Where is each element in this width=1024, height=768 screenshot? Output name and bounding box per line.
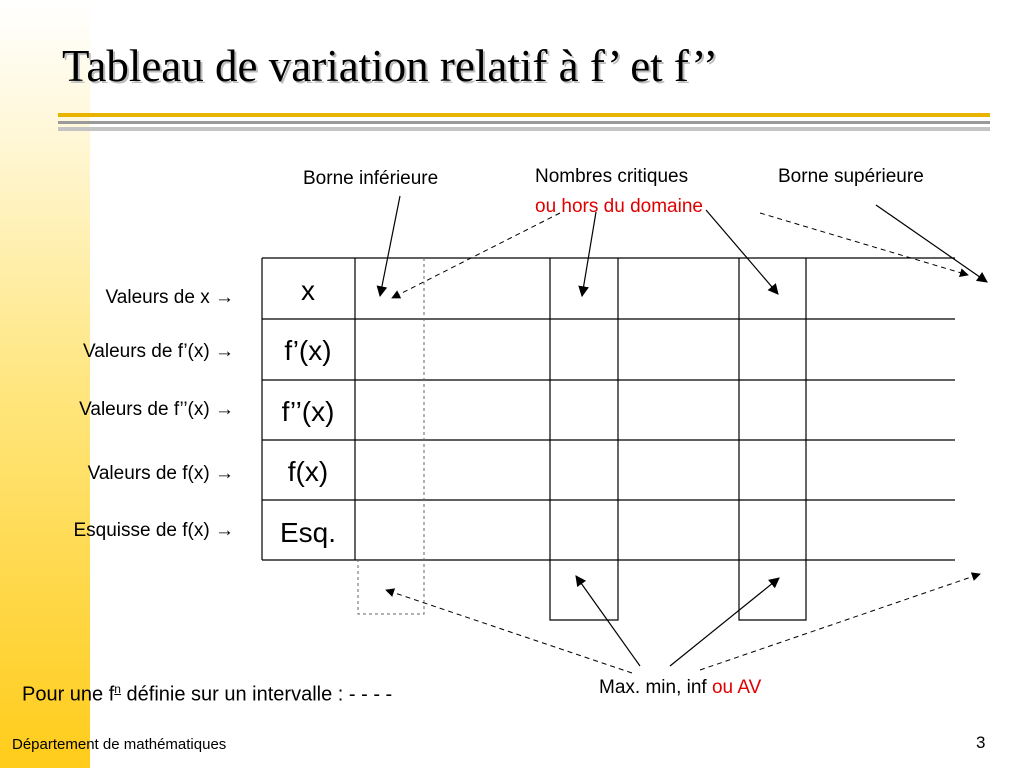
cell-f: f(x) [287,456,329,487]
arrow-icon: → [215,341,234,362]
page-number: 3 [976,733,986,752]
cell-x: x [301,275,315,306]
arrow-critique-1 [582,212,596,296]
note-suffix: définie sur un intervalle : - - - - [120,683,393,706]
row-label-text: Valeurs de x [105,287,210,308]
page-title: Tableau de variation relatif à f’ et f’’ [62,41,719,91]
note-sup: n [114,682,121,696]
dashed-arrow-right [760,213,968,275]
arrow-icon: → [215,463,234,484]
footer-department: Département de mathématiques [12,736,227,753]
arrow-max-min-2 [670,578,779,666]
label-max-min [599,673,761,702]
max-min-text: Max. min, inf [599,677,707,698]
row-label-x [106,286,234,310]
dashed-arrow-left [392,213,560,298]
table-grid [262,258,955,620]
solid-arrows [380,196,987,666]
cell-fsecond: f’’(x) [281,396,335,427]
arrow-icon: → [215,520,234,541]
arrow-icon: → [215,287,234,308]
arrow-icon: → [215,399,234,420]
label-hors-domaine: ou hors du domaine [535,196,703,217]
arrow-critique-2 [706,210,778,294]
dashed-arrows [386,213,980,673]
row-label-fprime [83,340,234,364]
cell-esq: Esq. [279,517,337,548]
cell-fprime: f’(x) [284,335,332,366]
row-label-fsecond [79,398,234,422]
arrow-borne-sup [876,205,987,282]
row-label-text: Valeurs de f’(x) [83,341,210,362]
arrow-borne-inf [380,196,400,296]
label-nombres-critiques: Nombres critiques [535,166,689,187]
interval-note [22,682,392,707]
note-prefix: Pour une f [22,683,115,706]
critical-column-2 [739,258,806,620]
dashed-arrow-bottom-right [700,574,980,670]
row-label-text: Esquisse de f(x) [73,520,210,541]
max-min-av: ou AV [711,677,762,698]
row-label-f [88,462,234,486]
row-label-text: Valeurs de f’’(x) [79,399,210,420]
row-label-text: Valeurs de f(x) [87,463,210,484]
label-borne-inferieure: Borne inférieure [303,168,439,189]
label-borne-superieure: Borne supérieure [778,166,924,187]
critical-column-1 [550,258,618,620]
arrow-max-min-1 [576,576,640,666]
row-label-esquisse [73,519,234,543]
